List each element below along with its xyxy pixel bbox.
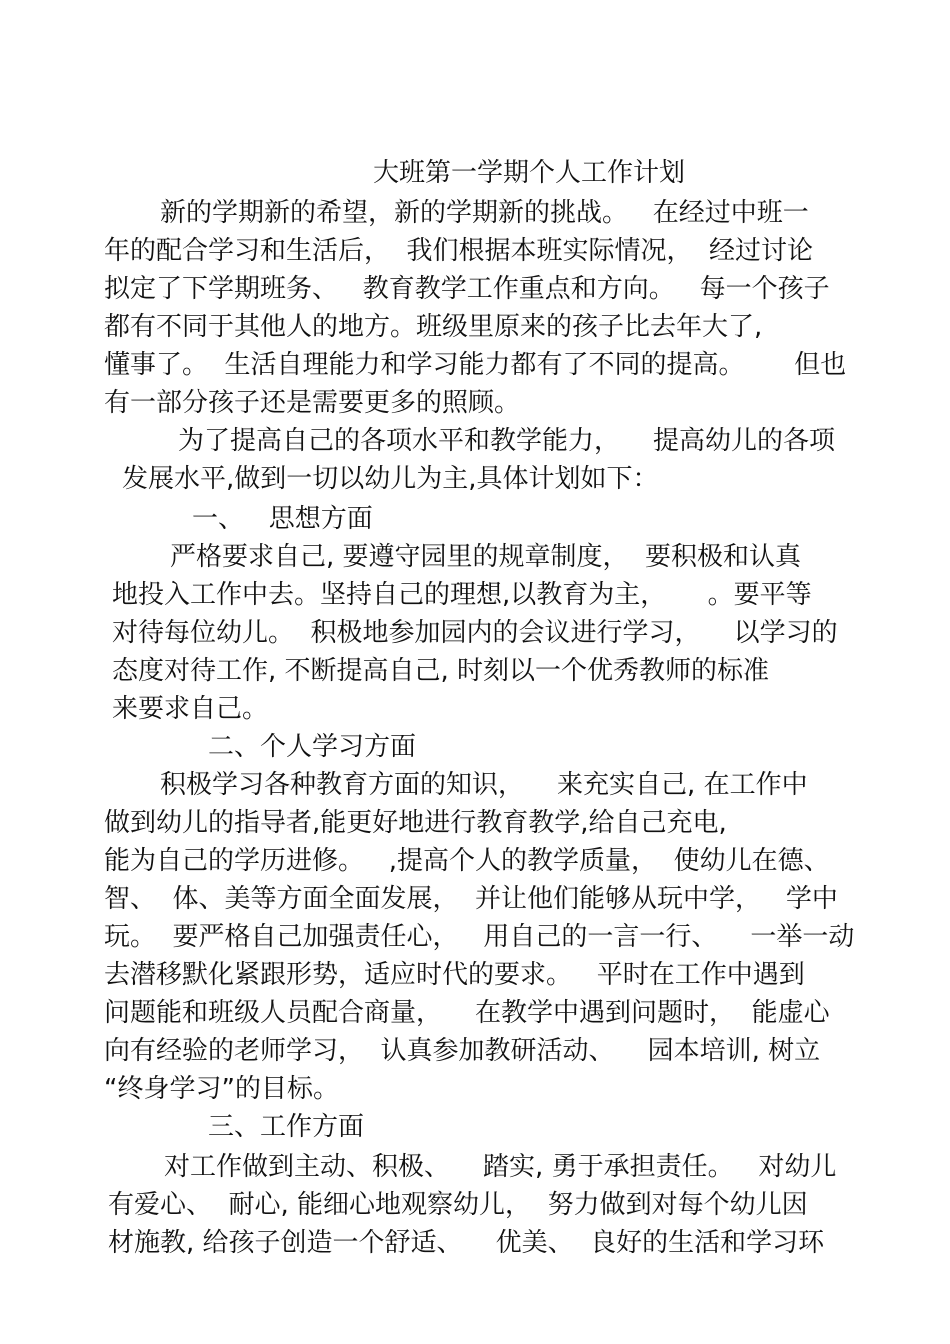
paragraph-line: 新的学期新的希望，新的学期新的挑战。 在经过中班一	[160, 198, 809, 228]
paragraph-line: 发展水平,做到一切以幼儿为主,具体计划如下：	[122, 464, 659, 494]
paragraph-line: 积极学习各种教育方面的知识， 来充实自己, 在工作中	[160, 770, 808, 800]
section-heading: 三、工作方面	[208, 1112, 365, 1142]
paragraph-line: 玩。 要严格自己加强责任心， 用自己的一言一行、 一举一动	[104, 922, 855, 952]
paragraph-line: 有一部分孩子还是需要更多的照顾。	[104, 388, 521, 418]
paragraph-line: 态度对待工作, 不断提高自己, 时刻以一个优秀教师的标准	[112, 656, 770, 686]
paragraph-line: 都有不同于其他人的地方。班级里原来的孩子比去年大了,	[104, 312, 763, 342]
section-heading: 一、 思想方面	[192, 504, 373, 534]
section-heading: 二、个人学习方面	[208, 732, 417, 762]
paragraph-line: 去潜移默化紧跟形势，适应时代的要求。 平时在工作中遇到	[104, 960, 805, 990]
paragraph-line: 材施教, 给孩子创造一个舒适、 优美、 良好的生活和学习环	[108, 1228, 825, 1258]
paragraph-line: 拟定了下学期班务、 教育教学工作重点和方向。 每一个孩子	[104, 274, 830, 304]
paragraph-line: 有爱心、 耐心, 能细心地观察幼儿， 努力做到对每个幼儿因	[108, 1190, 808, 1220]
paragraph-line: 对工作做到主动、积极、 踏实, 勇于承担责任。 对幼儿	[164, 1152, 837, 1182]
paragraph-line: 为了提高自己的各项水平和教学能力， 提高幼儿的各项	[178, 426, 836, 456]
paragraph-line: 问题能和班级人员配合商量， 在教学中遇到问题时， 能虚心	[104, 998, 830, 1028]
paragraph-line: “终身学习”的目标。	[104, 1074, 339, 1104]
paragraph-line: 地投入工作中去。坚持自己的理想,以教育为主， 。要平等	[112, 580, 812, 610]
paragraph-line: 对待每位幼儿。 积极地参加园内的会议进行学习， 以学习的	[112, 618, 838, 648]
paragraph-line: 来要求自己。	[112, 694, 269, 724]
document-title: 大班第一学期个人工作计划	[373, 158, 686, 188]
paragraph-line: 做到幼儿的指导者,能更好地进行教育教学,给自己充电,	[104, 808, 727, 838]
paragraph-line: 智、 体、美等方面全面发展， 并让他们能够从玩中学， 学中	[104, 884, 838, 914]
paragraph-line: 向有经验的老师学习， 认真参加教研活动、 园本培训, 树立	[104, 1036, 821, 1066]
paragraph-line: 懂事了。 生活自理能力和学习能力都有了不同的提高。 但也	[104, 350, 847, 380]
paragraph-line: 能为自己的学历进修。 ,提高个人的教学质量， 使幼儿在德、	[104, 846, 830, 876]
paragraph-line: 严格要求自己, 要遵守园里的规章制度， 要积极和认真	[170, 542, 802, 572]
paragraph-line: 年的配合学习和生活后， 我们根据本班实际情况， 经过讨论	[104, 236, 814, 266]
